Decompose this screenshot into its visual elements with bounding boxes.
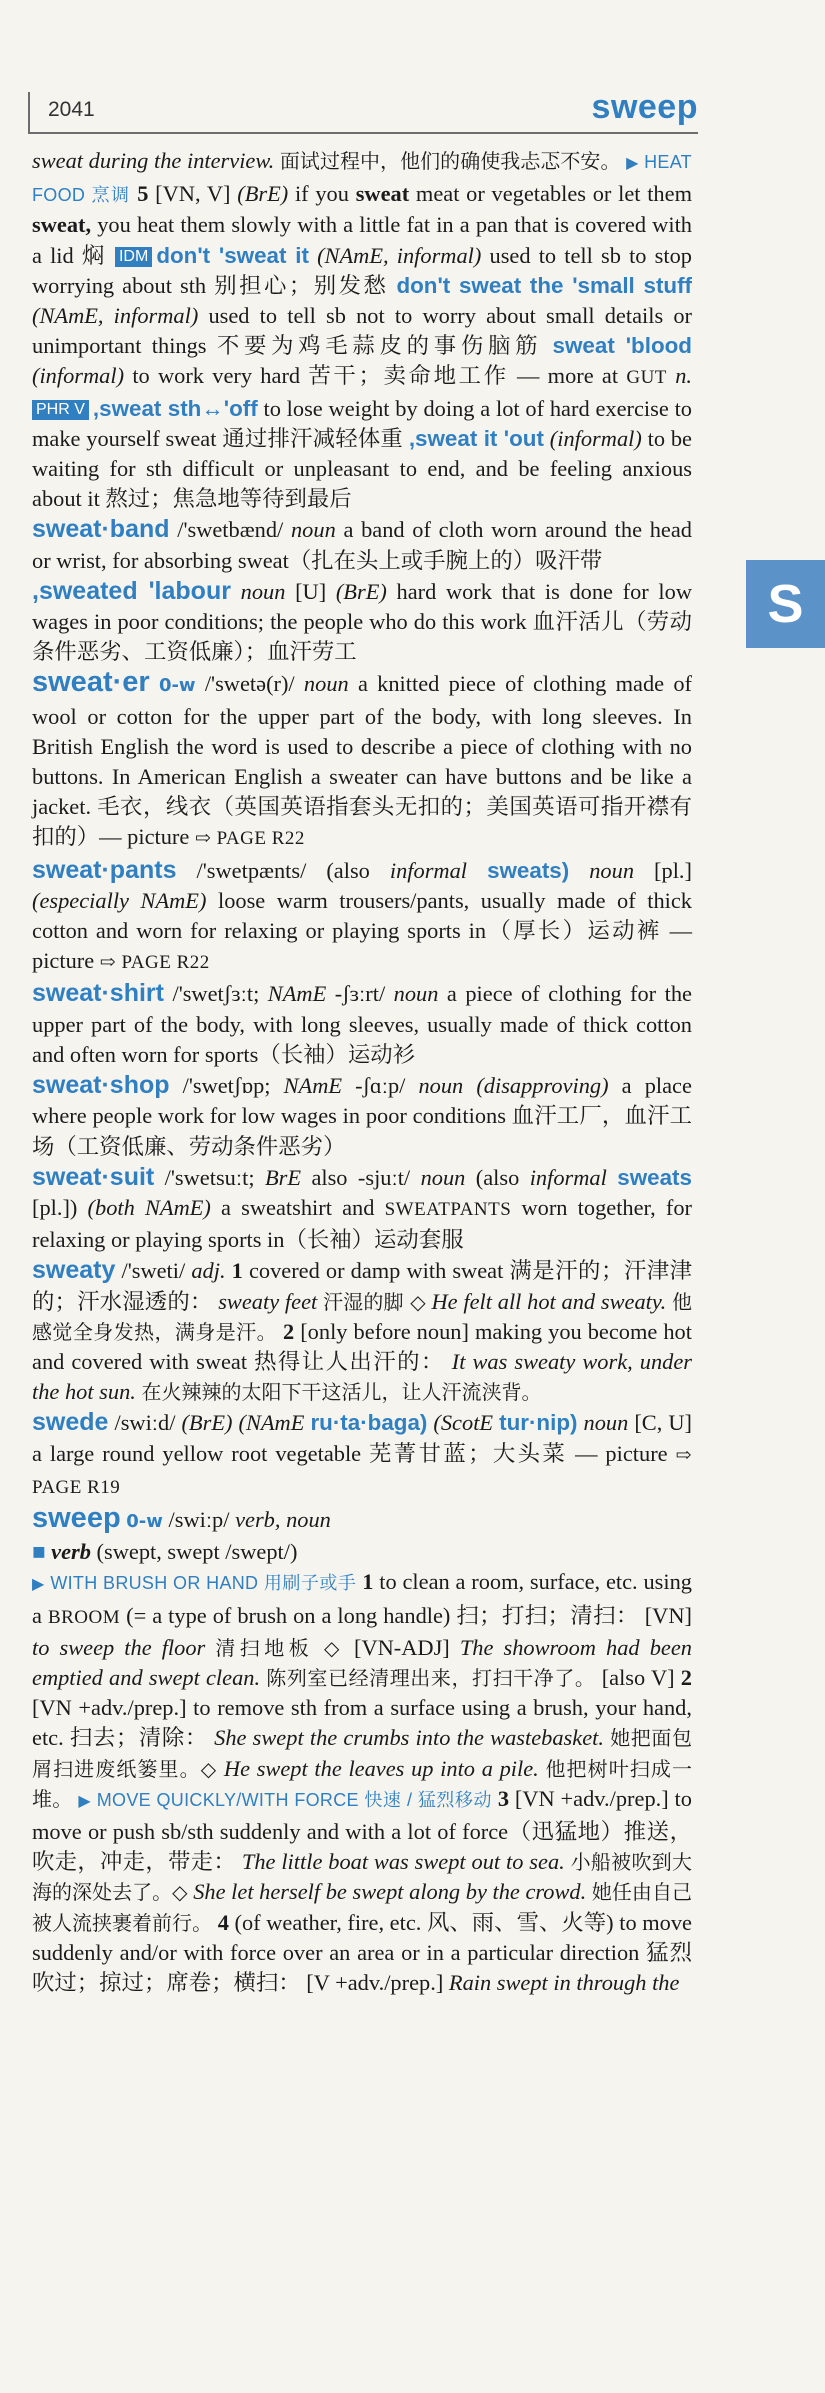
grammar-code: [C, U]	[634, 1410, 692, 1436]
pronunciation: /swiːp/	[168, 1506, 230, 1532]
headword: sweaty	[32, 1256, 116, 1285]
definition: to remove sth from a surface using a brush, your hand, etc. 扫去；清除：	[32, 1695, 692, 1751]
example: She swept the crumbs into the wastebasket.	[214, 1725, 604, 1751]
page-number: 2041	[48, 98, 95, 121]
definition: a place where people work for low wages in poor conditions 血汗工厂，血汗工场（工资低廉、劳动条件恶劣）	[32, 1073, 692, 1159]
translation: 他把树叶扫成一堆。	[32, 1756, 693, 1811]
register-label: (disapproving)	[476, 1073, 609, 1099]
variant-headword: sweats	[617, 1164, 692, 1190]
example: sweaty feet	[218, 1288, 318, 1314]
idiom: don't sweat the 'small stuff	[396, 272, 692, 298]
letter-thumb-tab	[746, 560, 825, 648]
definition: you heat them slowly with a little fat in a pan that is covered with a lid 焖	[32, 212, 692, 268]
verb-forms: (swept, swept /swept/)	[96, 1539, 298, 1565]
definition: a sweatshirt and	[221, 1194, 375, 1220]
definition: to lose weight by doing a lot of hard exercise to make yourself sweat 通过排汗减轻体重	[32, 395, 692, 451]
definition: worn together, for relaxing or playing sports in（长袖）运动套服	[32, 1194, 692, 1253]
definition: to be waiting for sth difficult or unpleasant to end, and be feeling anxious about it 熬过；焦急地等待到最后	[32, 425, 692, 512]
entry-sweatsuit	[32, 1162, 692, 1256]
part-of-speech: n.	[675, 363, 692, 389]
entry-sweaty	[32, 1255, 692, 1407]
entry-sweep-senses	[32, 1567, 692, 1998]
register-label: informal	[529, 1164, 607, 1190]
headword: sweat·band	[32, 515, 170, 544]
register-label: (both NAmE)	[87, 1194, 211, 1220]
cross-reference: ⇨ PAGE R22	[194, 828, 305, 850]
cross-reference: GUT	[626, 367, 667, 389]
headword: swede	[32, 1408, 109, 1437]
definition: a piece of clothing for the upper part of the body, with long sleeves, usually made of thick cotton and often worn for sports（长袖）运动衫	[32, 981, 692, 1067]
key-icon: 0-w	[126, 1510, 163, 1532]
part-of-speech: noun	[290, 517, 336, 543]
sense-label: MOVE QUICKLY/WITH FORCE 快速 / 猛烈移动	[96, 1789, 493, 1810]
headword: ,sweated 'labour	[32, 576, 231, 605]
phrasal-verb: ,sweat sth↔'off	[92, 395, 258, 421]
headword: sweat·pants	[32, 855, 177, 884]
entry-sweatband	[32, 514, 692, 575]
register-label: (NAmE, informal)	[32, 303, 199, 329]
translation: 面试过程中，他们的确使我忐忑不安。	[279, 149, 621, 173]
register-label: NAmE	[267, 981, 327, 1007]
text-column	[32, 146, 692, 1998]
example: She let herself be swept along by the crowd.	[193, 1879, 587, 1905]
definition: loose warm trousers/pants, usually made of thick cotton and worn for relaxing or playing sports in（厚长）运动裤 — picture	[32, 887, 692, 974]
variant-headword: ru·ta·baga)	[310, 1410, 428, 1436]
phrasal-verb: ,sweat it 'out	[408, 425, 544, 451]
definition: a band of cloth worn around the head or wrist, for absorbing sweat（扎在头上或手腕上的）吸汗带	[32, 517, 692, 573]
grammar-code: [VN-ADJ]	[353, 1634, 450, 1660]
register-label: (especially NAmE)	[32, 887, 207, 913]
definition: to move or push sb/sth suddenly and with a lot of force（迅猛地）推送，吹走，冲走，带走：	[32, 1785, 692, 1875]
phrasal-verb-badge: PHR V	[32, 400, 89, 420]
definition: to clean a room, surface, etc. using a	[32, 1569, 692, 1628]
sense-number: 2	[680, 1664, 692, 1690]
pronunciation: -ʃɑːp/	[355, 1073, 406, 1099]
register-label: (BrE)	[335, 578, 387, 604]
example: sweat during the interview.	[32, 148, 275, 173]
part-of-speech: noun	[393, 981, 439, 1007]
translation: 他感觉全身发热，满身是汗。	[32, 1289, 692, 1344]
pronunciation: /swiːd/	[114, 1410, 176, 1436]
pronunciation: /'swetə(r)/	[204, 671, 295, 697]
sense-number: 3	[497, 1785, 510, 1811]
idiom-badge: IDM	[115, 247, 152, 267]
example: The showroom had been emptied and swept clean.	[32, 1634, 692, 1690]
example: to sweep the floor	[32, 1634, 206, 1660]
page-header	[28, 88, 698, 134]
pronunciation: /'swetbænd/	[177, 517, 284, 543]
part-of-speech: noun	[583, 1410, 629, 1436]
grammar-code: [VN +adv./prep.]	[32, 1695, 187, 1721]
pronunciation: /'swetpænts/	[196, 857, 307, 883]
running-head: sweep	[591, 88, 698, 126]
definition: (= a type of brush on a long handle) 扫；打扫；清扫：	[126, 1602, 639, 1628]
pronunciation: /'swetʃɒp;	[182, 1073, 271, 1099]
definition: hard work that is done for low wages in poor conditions; the people who do this work 血汗活儿（劳动条件恶劣、工资低廉）；血汗劳工	[32, 578, 692, 665]
cross-reference: BROOM	[47, 1606, 121, 1628]
grammar-code: [V +adv./prep.]	[306, 1969, 444, 1995]
translation: 陈列室已经清理出来，打扫干净了。	[266, 1665, 596, 1690]
sense-marker-icon: ▶	[78, 1792, 91, 1810]
grammar-code: [VN +adv./prep.]	[514, 1785, 669, 1811]
translation: 汗湿的脚 ◇	[323, 1289, 426, 1314]
headword: sweep	[32, 1501, 121, 1534]
sense-label: HEAT FOOD 烹调	[32, 152, 692, 206]
definition: covered or damp with sweat 满是汗的；汗津津的；汗水湿透的：	[32, 1258, 692, 1314]
translation: 小船被吹到大海的深处去了。◇	[32, 1850, 693, 1905]
register-label: (NAmE	[238, 1410, 305, 1436]
definition: a knitted piece of clothing made of wool or cotton for the upper part of the body, with long sleeves. In British English the word is used to describe a piece of clothing with no buttons. In American English a sweater can have buttons and be like a jacket. 毛衣，线衣（英国英语指套头无扣的；美国英语可指开襟有扣的）— picture	[32, 671, 693, 850]
definition: if you	[294, 181, 349, 207]
variant-headword: sweats)	[487, 857, 570, 883]
part-of-speech: verb	[51, 1539, 91, 1565]
pronunciation: /'sweti/	[121, 1258, 186, 1284]
entry-swede	[32, 1407, 692, 1503]
translation: 清扫地板 ◇	[215, 1635, 344, 1660]
pronunciation: /'swetsuːt;	[164, 1164, 255, 1190]
square-bullet-icon: ■	[32, 1539, 46, 1565]
register-label: (BrE)	[181, 1410, 233, 1436]
cross-reference: ⇨ PAGE R22	[99, 952, 210, 974]
definition: meat or vegetables or let them	[415, 181, 692, 207]
pronunciation: -ʃɜːrt/	[334, 981, 386, 1007]
example: It was sweaty work, under the hot sun.	[32, 1348, 692, 1405]
also-label: (also	[475, 1164, 520, 1190]
part-of-speech: noun	[240, 578, 286, 604]
register-label: BrE	[264, 1164, 302, 1190]
grammar-code: [VN]	[644, 1602, 692, 1628]
part-of-speech: noun	[420, 1164, 466, 1190]
part-of-speech: noun	[589, 857, 635, 883]
headword: sweat·suit	[32, 1162, 155, 1191]
sense-number: 1	[362, 1569, 374, 1595]
sense-number: 4	[217, 1909, 229, 1935]
entry-sweep-verb	[32, 1537, 692, 1567]
example: He felt all hot and sweaty.	[431, 1288, 667, 1314]
definition: (of weather, fire, etc. 风、雨、雪、火等) to move suddenly and/or with force over an area or in a particular direction 猛烈吹过；掠过；席卷；横扫：	[32, 1909, 692, 1995]
register-label: (ScotE	[433, 1410, 494, 1436]
sense-number: 1	[231, 1258, 243, 1284]
entry-sweated-labour	[32, 576, 692, 668]
entry-sweatshirt	[32, 978, 692, 1070]
entry-sweatpants	[32, 855, 692, 979]
grammar-code: [also V]	[601, 1664, 675, 1690]
sense-number: 2	[283, 1318, 295, 1344]
keyword: sweat,	[32, 212, 92, 238]
variant-headword: tur·nip)	[499, 1410, 578, 1436]
translation: 她把面包屑扫进废纸篓里。◇	[32, 1726, 693, 1781]
part-of-speech: noun	[303, 671, 349, 697]
translation: 她任由自己被人流挟裹着前行。	[32, 1880, 692, 1935]
grammar-code: [pl.])	[32, 1194, 78, 1220]
register-label: (informal)	[549, 425, 642, 451]
entry-sweat-continued	[32, 146, 692, 514]
translation: 在火辣辣的太阳下干这活儿，让人汗流浃背。	[141, 1380, 542, 1405]
keyword: sweat	[355, 181, 410, 207]
also-label: (also	[326, 857, 370, 883]
headword: sweat·er	[32, 666, 150, 699]
pronunciation: also -sjuːt/	[311, 1164, 411, 1190]
definition: to work very hard 苦干；卖命地工作 — more at	[132, 363, 619, 389]
sense-marker-icon: ▶	[32, 1576, 45, 1594]
part-of-speech: noun	[418, 1073, 464, 1099]
example: The little boat was swept out to sea.	[241, 1849, 565, 1875]
entry-sweatshop	[32, 1070, 692, 1162]
part-of-speech: adj.	[191, 1258, 226, 1284]
entry-sweep	[32, 1503, 692, 1537]
headword: sweat·shop	[32, 1071, 170, 1100]
grammar-code: [VN, V]	[155, 181, 231, 207]
grammar-code: [U]	[295, 578, 327, 604]
register-label: (BrE)	[237, 181, 289, 207]
register-label: NAmE	[283, 1073, 343, 1099]
register-label: (informal)	[32, 363, 125, 389]
definition: a large round yellow root vegetable 芜菁甘蓝；大头菜 — picture	[32, 1440, 668, 1466]
headword: sweat·shirt	[32, 979, 164, 1008]
cross-reference: SWEATPANTS	[384, 1198, 512, 1220]
register-label: informal	[389, 857, 468, 883]
definition: used to tell sb not to worry about small details or unimportant things 不要为鸡毛蒜皮的事伤脑筋	[32, 303, 692, 359]
example: Rain swept in through the	[448, 1969, 680, 1995]
definition: used to tell sb to stop worrying about sth 别担心；别发愁	[32, 242, 692, 298]
definition: making you become hot and covered with sweat 热得让人出汗的：	[32, 1318, 692, 1374]
idiom: don't 'sweat it	[156, 242, 309, 268]
cross-reference: ⇨ PAGE R19	[32, 1444, 692, 1498]
part-of-speech: verb, noun	[235, 1506, 331, 1532]
sense-marker-icon: ▶	[626, 155, 639, 172]
register-label: (NAmE, informal)	[317, 242, 482, 268]
sense-number: 5	[137, 181, 149, 207]
entry-sweater	[32, 667, 692, 854]
grammar-code: [only before noun]	[300, 1318, 469, 1344]
example: He swept the leaves up into a pile.	[223, 1755, 539, 1781]
grammar-code: [pl.]	[654, 857, 692, 883]
idiom: sweat 'blood	[552, 333, 692, 359]
sense-label: WITH BRUSH OR HAND 用刷子或手	[50, 1573, 357, 1594]
thumb-tab-letter: S	[767, 574, 804, 634]
key-icon: 0-w	[158, 675, 196, 697]
pronunciation: /'swetʃɜːt;	[172, 981, 260, 1007]
